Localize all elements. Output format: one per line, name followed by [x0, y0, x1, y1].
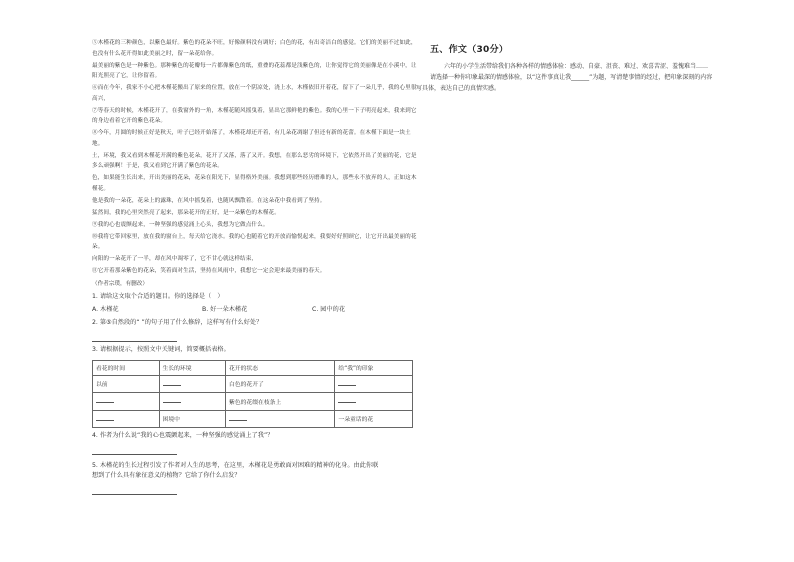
passage-paragraph: ⑥而在今年，我家不小心把木槿花搬出了原来的位置，放在一个阴凉处，浇上水，木槿依旧开着花，留下了一朵几乎，我的心里很高兴，: [92, 85, 417, 102]
prompt-line: 六年的小学生活带给我们各种各样的情感体验：感动、自豪、沮丧、难过、欢喜苦涩、羞愧难当……: [444, 63, 709, 70]
table-row: [93, 375, 413, 393]
question-4: 4. 作者为什么说“我的心也震颤起来，一种坚强的感觉涌上了我”？: [92, 432, 274, 440]
option-c[interactable]: C. 园中的花: [312, 305, 346, 313]
question-1-options: [92, 305, 422, 315]
fill-blank[interactable]: [163, 380, 181, 386]
passage-paragraph: ⑤木槿花的三种颜色，以紫色最好。紫色的花朵不旺，好像颜料没有调好；白色的花，有出奇洁白的感觉。它们的美丽不过如此，也没有什么花开得如此美丽之时，留一朵花给你。: [92, 40, 417, 57]
table-cell-blank[interactable]: [335, 393, 413, 411]
table-row: [93, 393, 413, 411]
table-row: [93, 410, 413, 428]
option-a[interactable]: A. 木槿花: [92, 305, 119, 313]
summary-table: [92, 360, 413, 429]
composition-prompt: [416, 61, 790, 94]
passage-paragraph: 土，环境，我又看到木槿花开满的紫色花朵，花开了又落，落了又开。我想，在那么恶劣的环境下，它依然开出了美丽的花，它是多么顽强啊！于是，我又看到它开满了紫色的花朵。: [92, 152, 417, 169]
table-header: 生长的环境: [159, 360, 226, 375]
passage-paragraph: 色，如果能生长出来，开出美丽的花朵，花朵在阳光下，显得格外美丽。我想到那些经历磨难的人，那些永不放弃的人，正如这木槿花。: [92, 175, 417, 192]
table-cell-blank[interactable]: [159, 393, 226, 411]
passage-paragraph: 最美丽的紫色是一种紫色。那种紫色的花瓣每一片都像紫色的纸，重叠的花蕊都是浅紫色的，让你觉得它的美丽像是在小溪中，让阳光照亮了它，让你留着。: [92, 62, 417, 79]
reading-section: [92, 38, 422, 495]
prompt-line: 写具体，表达自己的真情实感。: [416, 85, 501, 92]
answer-line[interactable]: [92, 485, 177, 495]
table-header: 看花的时间: [93, 360, 160, 375]
table-cell-blank[interactable]: [93, 393, 160, 411]
passage-paragraph: 他是我的一朵花，花朵上的露珠，在风中摇曳着，也随风飘散着。在这朵花中我看到了坚持。: [92, 197, 326, 204]
writing-grid[interactable]: [430, 104, 794, 521]
question-5-cont: 想到了什么具有象征意义的植物？它给了你什么启发？: [92, 472, 241, 480]
passage-paragraph: 猛然间，我的心里突然亮了起来，那朵花开的正好，是一朵紫色的木槿花。: [92, 209, 280, 216]
fill-blank[interactable]: [229, 415, 247, 421]
table-cell: 以前: [93, 375, 160, 393]
prompt-line: 请选择一种你印象最深的情感体验，以“这件事真让我______”为题，写清楚事情的经过，把印象深刻的内容: [430, 74, 713, 81]
passage-paragraph: 向阳的一朵花开了一半，却在风中凋零了，它不甘心就这样结束，: [92, 256, 258, 262]
passage-paragraph: ⑦等春天的时候，木槿花开了，在我窗外的一角，木槿花随风摇曳着，显出它那鲜艳的紫色。我的心里一下子明亮起来，我来到它的身边看着它开的紫色花朵。: [92, 107, 417, 124]
table-cell-blank[interactable]: [226, 410, 335, 428]
question-2: 2. 第⑤自然段的“ ”的句子用了什么修辞，这样写有什么好处？: [92, 318, 263, 326]
question-3: 3. 请根据提示，按照文中关键词，简要概括表格。: [92, 345, 230, 353]
answer-line[interactable]: [92, 445, 177, 455]
passage-paragraph: ⑪它开着那朵紫色的花朵，笑着面对生活，坚持在风雨中，我想它一定会迎来最美丽的春天。: [92, 268, 326, 274]
fill-blank[interactable]: [338, 397, 356, 403]
option-b[interactable]: B. 好一朵木槿花: [202, 305, 248, 313]
fill-blank[interactable]: [96, 397, 114, 403]
reading-passage: [92, 38, 422, 277]
table-cell: 困境中: [159, 410, 226, 428]
table-cell-blank[interactable]: [93, 410, 160, 428]
fill-blank[interactable]: [338, 380, 356, 386]
composition-section: [416, 42, 790, 94]
table-cell-blank[interactable]: [335, 375, 413, 393]
table-header: 花开的状态: [226, 360, 335, 375]
passage-paragraph: ⑩我将它带回家里，放在我的窗台上，每天给它浇水。我的心也随着它的开放而愉悦起来，我要好好照顾它，让它开出最美丽的花朵。: [92, 233, 417, 250]
source-note: （作者宗璞，有删改）: [92, 280, 148, 287]
passage-paragraph: ⑨我的心也震颤起来，一种坚强的感觉涌上心头，我想为它做点什么。: [92, 221, 269, 228]
fill-blank[interactable]: [96, 415, 114, 421]
table-cell: 白色的花开了: [226, 375, 335, 393]
table-cell-blank[interactable]: [159, 375, 226, 393]
question-1: 1. 请给这文取个合适的题目。你的选择是（ ）: [92, 292, 224, 300]
composition-title: 五、作文（30分）: [430, 45, 509, 55]
question-5: 5. 木槿花的生长过程引发了作者对人生的思考，在这里，木槿花是勇敢面对困难的精神的化身。由此你联: [92, 462, 379, 470]
table-header-row: [93, 360, 413, 375]
passage-paragraph: ⑧今年，月圆的时候正好是秋天，叶子已经开始落了，木槿花却还开着，有几朵花凋谢了但还有新的花蕾。在木槿下面是一块土地。: [92, 130, 411, 147]
fill-blank[interactable]: [163, 397, 181, 403]
table-header: 给“我”的印象: [335, 360, 413, 375]
table-cell: 一朵童话的花: [335, 410, 413, 428]
table-cell: 紫色的花缀在枝条上: [226, 393, 335, 411]
answer-line[interactable]: [92, 332, 177, 342]
